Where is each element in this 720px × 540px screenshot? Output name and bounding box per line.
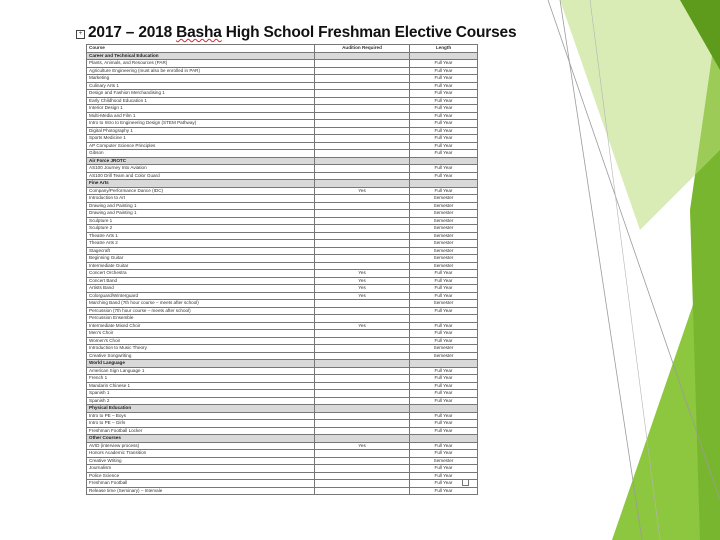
table-row (87, 345, 478, 353)
cell-audition (315, 165, 410, 173)
cell-course: AP Computer Science Principles (87, 142, 315, 150)
cell-course: Beginning Guitar (87, 255, 315, 263)
header-audition: Audition Required (315, 45, 410, 53)
section-header-row (87, 157, 478, 165)
table-row (87, 382, 478, 390)
table-move-handle-icon[interactable]: + (76, 30, 85, 39)
cell-audition (315, 112, 410, 120)
table-row (87, 330, 478, 338)
cell-length: Full Year (410, 142, 478, 150)
cell-length: Full Year (410, 75, 478, 83)
cell-course: Women's Choir (87, 337, 315, 345)
cell-course: Theatre Arts 1 (87, 232, 315, 240)
table-row (87, 472, 478, 480)
cell-course: World Language (87, 360, 315, 368)
cell-length: Full Year (410, 97, 478, 105)
table-row (87, 165, 478, 173)
table-row (87, 270, 478, 278)
cell-audition (315, 157, 410, 165)
cell-audition (315, 135, 410, 143)
table-row (87, 285, 478, 293)
cell-course: Early Childhood Education 1 (87, 97, 315, 105)
cell-course: Physical Education (87, 405, 315, 413)
cell-length: Full Year (410, 427, 478, 435)
cell-length: Semester (410, 202, 478, 210)
cell-course: Creative Songwriting (87, 352, 315, 360)
cell-audition (315, 367, 410, 375)
table-row (87, 427, 478, 435)
cell-audition (315, 315, 410, 323)
cell-length (410, 360, 478, 368)
table-row (87, 202, 478, 210)
cell-length: Semester (410, 262, 478, 270)
cell-length: Semester (410, 210, 478, 218)
cell-course: Spanish 2 (87, 397, 315, 405)
cell-length: Semester (410, 225, 478, 233)
cell-length: Full Year (410, 420, 478, 428)
table-resize-handle-icon[interactable] (462, 479, 469, 486)
cell-course: Freshman Football (87, 480, 315, 488)
cell-length: Full Year (410, 330, 478, 338)
cell-course: Release time (Seminary) – Intervale (87, 487, 315, 495)
table-row (87, 97, 478, 105)
courses-table (86, 44, 478, 495)
cell-audition (315, 480, 410, 488)
cell-length: Full Year (410, 337, 478, 345)
table-row (87, 450, 478, 458)
cell-length: Semester (410, 345, 478, 353)
cell-audition (315, 397, 410, 405)
cell-length: Full Year (410, 150, 478, 158)
cell-audition (315, 232, 410, 240)
cell-course: Spanish 1 (87, 390, 315, 398)
cell-length: Full Year (410, 487, 478, 495)
table-row (87, 375, 478, 383)
cell-length: Full Year (410, 375, 478, 383)
table-row (87, 420, 478, 428)
cell-length: Full Year (410, 60, 478, 68)
cell-audition (315, 435, 410, 443)
cell-length: Full Year (410, 127, 478, 135)
cell-length: Semester (410, 247, 478, 255)
table-row (87, 240, 478, 248)
cell-course: Multi-Media and Film 1 (87, 112, 315, 120)
cell-length: Semester (410, 195, 478, 203)
table-row (87, 307, 478, 315)
header-length: Length (410, 45, 478, 53)
cell-length: Full Year (410, 285, 478, 293)
cell-length: Full Year (410, 367, 478, 375)
cell-course: Mandarin Chinese 1 (87, 382, 315, 390)
cell-course: Concert Band (87, 277, 315, 285)
cell-audition: Yes (315, 292, 410, 300)
cell-course: Digital Photography 1 (87, 127, 315, 135)
cell-course: Marching Band (7th hour course – meets after school) (87, 300, 315, 308)
cell-course: Drawing and Painting 1 (87, 210, 315, 218)
cell-course: Stagecraft (87, 247, 315, 255)
cell-audition: Yes (315, 270, 410, 278)
cell-length: Full Year (410, 165, 478, 173)
cell-audition (315, 150, 410, 158)
table-row (87, 292, 478, 300)
cell-audition (315, 172, 410, 180)
cell-course: Culinary Arts 1 (87, 82, 315, 90)
cell-audition (315, 382, 410, 390)
cell-audition (315, 307, 410, 315)
table-row (87, 187, 478, 195)
cell-length (410, 315, 478, 323)
cell-length: Full Year (410, 112, 478, 120)
cell-length (410, 435, 478, 443)
table-row (87, 315, 478, 323)
cell-audition (315, 412, 410, 420)
table-row (87, 210, 478, 218)
cell-course: Sports Medicine 1 (87, 135, 315, 143)
cell-course: Interior Design 1 (87, 105, 315, 113)
cell-audition (315, 210, 410, 218)
table-row (87, 142, 478, 150)
cell-audition (315, 472, 410, 480)
cell-audition (315, 465, 410, 473)
cell-course: Concert Orchestra (87, 270, 315, 278)
cell-length: Full Year (410, 90, 478, 98)
cell-audition (315, 127, 410, 135)
cell-length (410, 405, 478, 413)
cell-length (410, 180, 478, 188)
cell-course: Design and Fashion Merchandising 1 (87, 90, 315, 98)
cell-length: Full Year (410, 450, 478, 458)
cell-audition (315, 240, 410, 248)
table-row (87, 390, 478, 398)
table-row (87, 82, 478, 90)
table-row (87, 195, 478, 203)
table-row (87, 172, 478, 180)
cell-course: Introduction to Art (87, 195, 315, 203)
cell-course: Gibson (87, 150, 315, 158)
cell-course: Career and Technical Education (87, 52, 315, 60)
cell-length: Full Year (410, 322, 478, 330)
cell-audition (315, 60, 410, 68)
cell-audition: Yes (315, 285, 410, 293)
cell-audition (315, 120, 410, 128)
cell-length: Full Year (410, 480, 478, 488)
table-row (87, 217, 478, 225)
cell-length: Full Year (410, 412, 478, 420)
table-row (87, 300, 478, 308)
cell-course: AVID (interview process) (87, 442, 315, 450)
cell-course: Police Science (87, 472, 315, 480)
table-row (87, 247, 478, 255)
cell-audition (315, 427, 410, 435)
cell-course: Journalism (87, 465, 315, 473)
cell-course: Agriculture Engineering (must also be enrolled in PAR) (87, 67, 315, 75)
cell-course: Percussion Ensemble (87, 315, 315, 323)
cell-length: Full Year (410, 397, 478, 405)
cell-audition (315, 405, 410, 413)
table-row (87, 232, 478, 240)
cell-course: Introduction to Music Theory (87, 345, 315, 353)
table-row (87, 352, 478, 360)
cell-length: Full Year (410, 187, 478, 195)
cell-course: Men's Choir (87, 330, 315, 338)
cell-audition (315, 67, 410, 75)
table-row (87, 60, 478, 68)
title-suffix: High School Freshman Elective Courses (221, 24, 517, 41)
cell-audition: Yes (315, 187, 410, 195)
cell-audition (315, 390, 410, 398)
cell-length: Full Year (410, 465, 478, 473)
cell-length: Full Year (410, 135, 478, 143)
title-flagged-word: Basha (176, 24, 222, 41)
cell-length: Semester (410, 217, 478, 225)
cell-course: Air Force JROTC (87, 157, 315, 165)
cell-course: American Sign Language 1 (87, 367, 315, 375)
table-row (87, 135, 478, 143)
cell-course: Intermediate Mixed Choir (87, 322, 315, 330)
table-body (87, 52, 478, 495)
cell-audition (315, 52, 410, 60)
table-row (87, 262, 478, 270)
cell-length (410, 52, 478, 60)
cell-length: Semester (410, 232, 478, 240)
cell-course: Creative Writing (87, 457, 315, 465)
cell-course: Drawing and Painting 1 (87, 202, 315, 210)
cell-course: Company/Performance Dance (IDC) (87, 187, 315, 195)
table-row (87, 322, 478, 330)
cell-course: Intro to Intro to Engineering Design (STEM Pathway) (87, 120, 315, 128)
cell-audition (315, 105, 410, 113)
cell-length: Full Year (410, 105, 478, 113)
section-header-row (87, 360, 478, 368)
cell-audition: Yes (315, 442, 410, 450)
cell-course: AS100 Journey Into Aviation (87, 165, 315, 173)
cell-course: Sculpture 2 (87, 225, 315, 233)
cell-length: Semester (410, 457, 478, 465)
cell-length: Semester (410, 300, 478, 308)
section-header-row (87, 405, 478, 413)
cell-audition (315, 457, 410, 465)
cell-length: Semester (410, 240, 478, 248)
table-row (87, 127, 478, 135)
cell-audition (315, 255, 410, 263)
cell-audition (315, 202, 410, 210)
cell-audition (315, 142, 410, 150)
cell-audition (315, 360, 410, 368)
cell-course: Colorguard/Winterguard (87, 292, 315, 300)
table-row (87, 75, 478, 83)
cell-audition: Yes (315, 277, 410, 285)
cell-length: Semester (410, 255, 478, 263)
cell-audition (315, 420, 410, 428)
cell-audition (315, 247, 410, 255)
cell-course: Other Courses (87, 435, 315, 443)
header-course: Course (87, 45, 315, 53)
cell-audition (315, 75, 410, 83)
cell-course: Intro to PE – Girls (87, 420, 315, 428)
cell-audition (315, 217, 410, 225)
cell-length: Full Year (410, 442, 478, 450)
document-title (88, 24, 516, 42)
cell-length: Full Year (410, 172, 478, 180)
table-row (87, 120, 478, 128)
section-header-row (87, 435, 478, 443)
cell-course: Marketing (87, 75, 315, 83)
cell-course: Intro to PE – Boys (87, 412, 315, 420)
table-row (87, 487, 478, 495)
cell-course: Artists Band (87, 285, 315, 293)
table-row (87, 150, 478, 158)
cell-audition (315, 337, 410, 345)
cell-course: Plants, Animals, and Resources (PAR) (87, 60, 315, 68)
cell-length: Full Year (410, 382, 478, 390)
cell-course: Theatre Arts 2 (87, 240, 315, 248)
table-row (87, 397, 478, 405)
cell-length: Full Year (410, 82, 478, 90)
table-row (87, 105, 478, 113)
document-page (78, 24, 517, 495)
cell-length: Full Year (410, 307, 478, 315)
cell-course: Freshman Football Locker (87, 427, 315, 435)
cell-audition (315, 82, 410, 90)
table-row (87, 457, 478, 465)
table-row (87, 255, 478, 263)
cell-length: Full Year (410, 277, 478, 285)
cell-length: Full Year (410, 292, 478, 300)
cell-audition (315, 375, 410, 383)
cell-course: Fine Arts (87, 180, 315, 188)
cell-course: French 1 (87, 375, 315, 383)
title-prefix: 2017 – 2018 (88, 24, 177, 41)
cell-audition (315, 97, 410, 105)
cell-audition (315, 195, 410, 203)
cell-length: Full Year (410, 472, 478, 480)
table-row (87, 367, 478, 375)
cell-audition (315, 330, 410, 338)
cell-audition (315, 225, 410, 233)
cell-course: Percussion (7th hour course – meets after school) (87, 307, 315, 315)
cell-length (410, 157, 478, 165)
table-row (87, 412, 478, 420)
cell-length: Full Year (410, 270, 478, 278)
cell-course: Intermediate Guitar (87, 262, 315, 270)
table-row (87, 337, 478, 345)
table-row (87, 465, 478, 473)
cell-length: Full Year (410, 390, 478, 398)
table-row (87, 90, 478, 98)
cell-course: Sculpture 1 (87, 217, 315, 225)
cell-audition (315, 345, 410, 353)
cell-audition (315, 300, 410, 308)
table-row (87, 480, 478, 488)
table-row (87, 442, 478, 450)
cell-course: Honors Academic Transition (87, 450, 315, 458)
cell-audition (315, 450, 410, 458)
cell-length: Full Year (410, 120, 478, 128)
section-header-row (87, 180, 478, 188)
cell-course: AS100 Drill Team and Color Guard (87, 172, 315, 180)
section-header-row (87, 52, 478, 60)
cell-audition (315, 352, 410, 360)
cell-audition: Yes (315, 322, 410, 330)
cell-audition (315, 262, 410, 270)
table-row (87, 225, 478, 233)
cell-length: Semester (410, 352, 478, 360)
table-row (87, 67, 478, 75)
table-row (87, 112, 478, 120)
cell-audition (315, 90, 410, 98)
cell-length: Full Year (410, 67, 478, 75)
cell-audition (315, 180, 410, 188)
table-header-row (87, 45, 478, 53)
table-row (87, 277, 478, 285)
title-row (78, 24, 517, 44)
cell-audition (315, 487, 410, 495)
